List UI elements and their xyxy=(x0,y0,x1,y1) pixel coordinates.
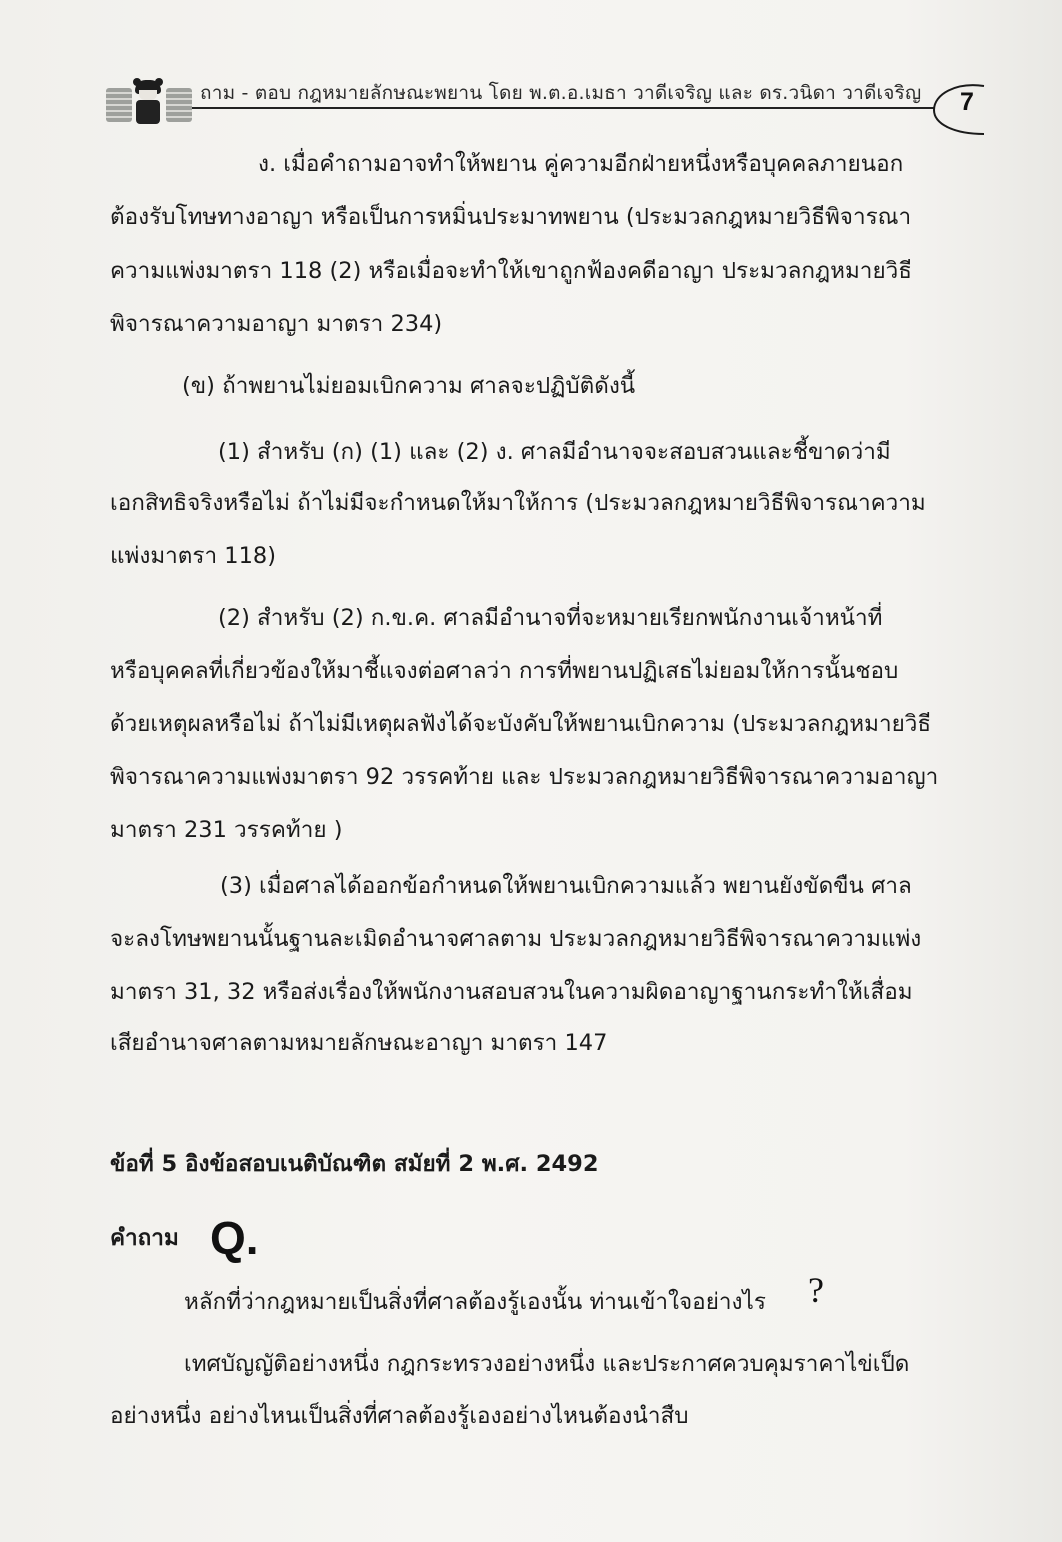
body-line: จะลงโทษพยานนั้นฐานละเมิดอำนาจศาลตาม ประมวลกฎหมายวิธีพิจารณาความแพ่ง xyxy=(110,926,922,952)
body-line: แพ่งมาตรา 118) xyxy=(110,543,276,569)
book-stack-right-icon xyxy=(166,88,192,122)
body-line: มาตรา 231 วรรคท้าย ) xyxy=(110,817,343,843)
question-mark-icon: ? xyxy=(808,1270,824,1310)
question-label: คำถาม xyxy=(110,1225,179,1251)
q-badge-icon: Q. xyxy=(210,1212,259,1264)
body-line: (ข) ถ้าพยานไม่ยอมเบิกความ ศาลจะปฏิบัติดังนี้ xyxy=(182,373,636,399)
book-stack-left-icon xyxy=(106,88,132,122)
page-header xyxy=(100,70,1062,160)
body-line: พิจารณาความแพ่งมาตรา 92 วรรคท้าย และ ประมวลกฎหมายวิธีพิจารณาความอาญา xyxy=(110,764,939,790)
body-line: ต้องรับโทษทางอาญา หรือเป็นการหมิ่นประมาทพยาน (ประมวลกฎหมายวิธีพิจารณา xyxy=(110,204,912,230)
body-line: ด้วยเหตุผลหรือไม่ ถ้าไม่มีเหตุผลฟังได้จะบังคับให้พยานเบิกความ (ประมวลกฎหมายวิธี xyxy=(110,711,932,737)
body-line: (1) สำหรับ (ก) (1) และ (2) ง. ศาลมีอำนาจจะสอบสวนและชี้ขาดว่ามี xyxy=(218,439,891,465)
body-line: หรือบุคคลที่เกี่ยวข้องให้มาชี้แจงต่อศาลว่า การที่พยานปฏิเสธไม่ยอมให้การนั้นชอบ xyxy=(110,658,899,684)
page-number: 7 xyxy=(960,88,974,116)
question-line: หลักที่ว่ากฎหมายเป็นสิ่งที่ศาลต้องรู้เองนั้น ท่านเข้าใจอย่างไร xyxy=(184,1289,766,1315)
body-line: (3) เมื่อศาลได้ออกข้อกำหนดให้พยานเบิกความแล้ว พยานยังขัดขืน ศาล xyxy=(220,873,912,899)
body-line: ความแพ่งมาตรา 118 (2) หรือเมื่อจะทำให้เขาถูกฟ้องคดีอาญา ประมวลกฎหมายวิธี xyxy=(110,258,912,284)
body-line: ง. เมื่อคำถามอาจทำให้พยาน คู่ความอีกฝ่ายหนึ่งหรือบุคคลภายนอก xyxy=(258,151,904,177)
book-stack-girl-icon xyxy=(100,80,192,126)
body-line: เสียอำนาจศาลตามหมายลักษณะอาญา มาตรา 147 xyxy=(110,1030,608,1056)
body-line: พิจารณาความอาญา มาตรา 234) xyxy=(110,311,443,337)
girl-figure-icon xyxy=(133,80,163,126)
header-rule xyxy=(192,107,934,109)
question-line: เทศบัญญัติอย่างหนึ่ง กฎกระทรวงอย่างหนึ่ง และประกาศควบคุมราคาไข่เป็ด xyxy=(184,1351,910,1377)
page-number-bracket-icon xyxy=(926,80,986,138)
body-line: (2) สำหรับ (2) ก.ข.ค. ศาลมีอำนาจที่จะหมายเรียกพนักงานเจ้าหน้าที่ xyxy=(218,605,883,631)
question-line: อย่างหนึ่ง อย่างไหนเป็นสิ่งที่ศาลต้องรู้เองอย่างไหนต้องนำสืบ xyxy=(110,1403,689,1429)
question-heading: ข้อที่ 5 อิงข้อสอบเนติบัณฑิต สมัยที่ 2 พ.ศ. 2492 xyxy=(110,1151,599,1177)
body-line: เอกสิทธิจริงหรือไม่ ถ้าไม่มีจะกำหนดให้มาให้การ (ประมวลกฎหมายวิธีพิจารณาความ xyxy=(110,490,926,516)
body-line: มาตรา 31, 32 หรือส่งเรื่องให้พนักงานสอบสวนในความผิดอาญาฐานกระทำให้เสื่อม xyxy=(110,979,913,1005)
running-title: ถาม - ตอบ กฎหมายลักษณะพยาน โดย พ.ต.อ.เมธา วาดีเจริญ และ ดร.วนิดา วาดีเจริญ xyxy=(200,82,922,104)
